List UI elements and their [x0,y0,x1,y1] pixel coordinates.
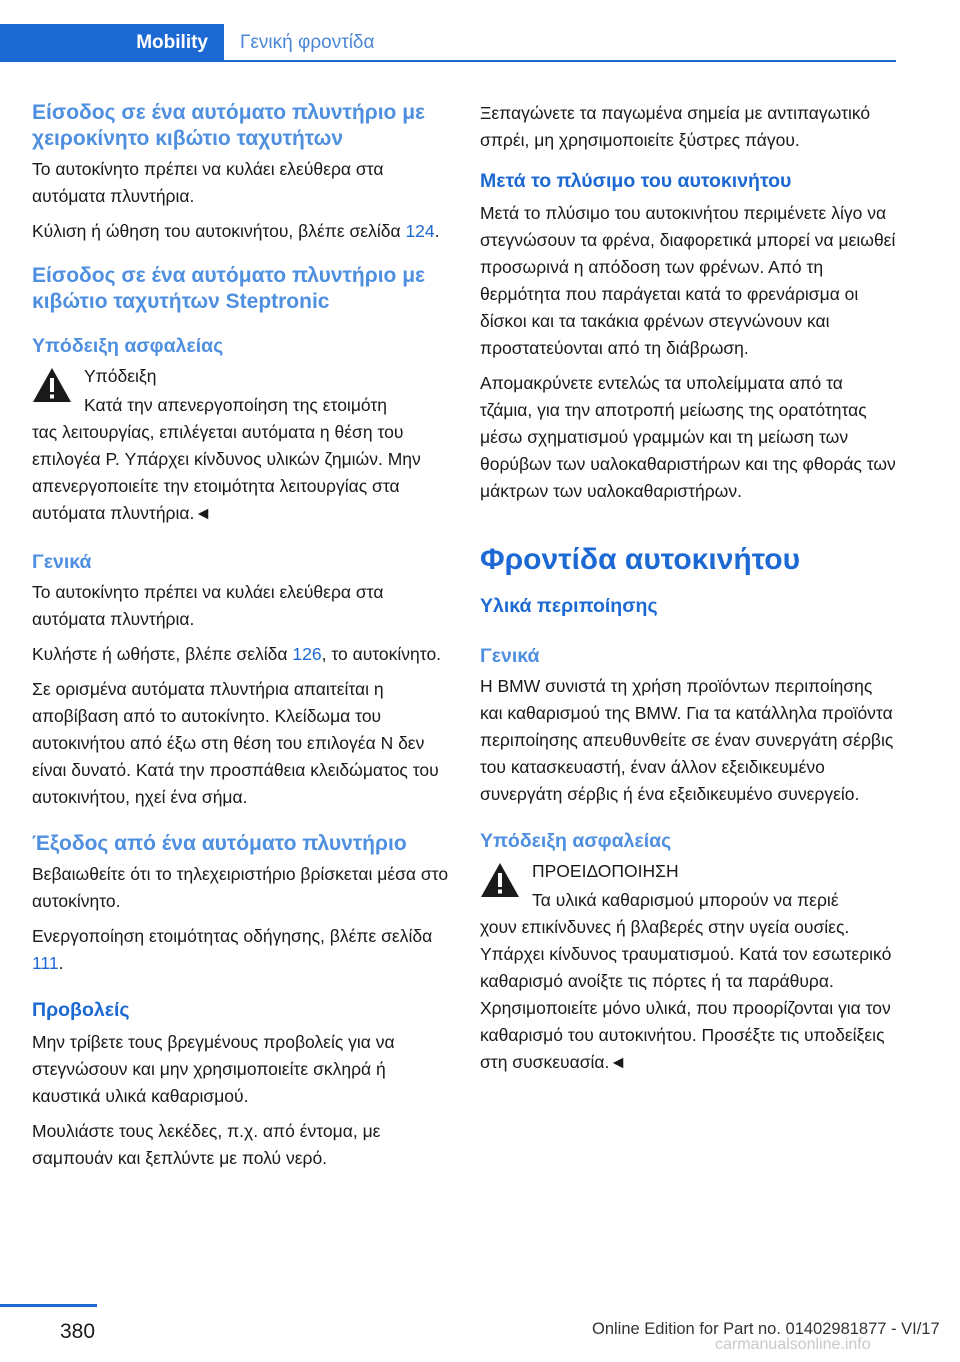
tab-underline [224,60,896,62]
paragraph: Η BMW συνιστά τη χρήση προϊόντων περιποίησης και καθαρισμού της BMW. Για τα κατάλληλα προϊόντα περιποίησης απευθυνθείτε σε έναν συνεργάτη σέρβις του κατασκευαστή, έναν άλλον εξειδικευμένο συνεργάτη σέρβις ή ένα εξειδικευμένο συνεργείο. [480,676,894,804]
heading-vehicle-care: Φροντίδα αυτοκινήτου [480,543,801,576]
edition-label: Online Edition for Part no. 01402981877 - VI/17 [592,1320,940,1338]
text: Κύλιση ή ώθηση του αυτοκινήτου, βλέπε σελίδα [32,221,406,241]
warning-title: ΠΡΟΕΙΔΟΠΟΙΗΣΗ [532,861,679,881]
heading-after-washing: Μετά το πλύσιμο του αυτοκινήτου [480,170,792,192]
heading-care-products: Υλικά περιποίησης [480,595,658,617]
paragraph: Βεβαιωθείτε ότι το τηλεχειριστήριο βρίσκεται μέσα στο αυτοκίνητο. [32,864,449,911]
heading-exit-carwash: Έξοδος από ένα αυτόματο πλυντήριο [32,832,407,855]
heading-manual-carwash: Είσοδος σε ένα αυτόματο πλυντήριο με χειροκίνητο κιβώτιο ταχυτήτων [32,101,426,150]
watermark: carmanualsonline.info [715,1336,871,1353]
page-number: 380 [60,1320,96,1343]
paragraph [32,923,450,977]
paragraph: Το αυτοκίνητο πρέπει να κυλάει ελεύθερα στα αυτόματα πλυντήρια. [32,159,384,206]
page-link-124[interactable]: 124 [405,221,435,241]
paragraph: Σε ορισμένα αυτόματα πλυντήρια απαιτείται η αποβίβαση από το αυτοκίνητο. Κλείδωμα του αυτοκινήτου από έξω στη θέση του επιλογέα N δεν είναι δυνατό. Κατά την προσπάθεια κλειδώματος του αυτοκινήτου, ηχεί ένα σήμα. [32,679,439,807]
paragraph: Μην τρίβετε τους βρεγμένους προβολείς για να στεγνώσουν και μην χρησιμοποιείτε σκληρά ή καυστικά υλικά καθαρισμού. [32,1032,395,1106]
warning-title: Υπόδειξη [84,366,157,386]
warning-text: χουν επικίνδυνες ή βλαβερές στην υγεία ουσίες. Υπάρχει κίνδυνος τραυματισμού. Κατά τον εσωτερικό καθαρισμό ανοίξτε τις πόρτες ή τα παράθυρα. Χρησιμοποιείτε μόνο υλικά, που προορίζονται για τον καθαρισμό του αυτοκινήτου. Προσέξτε τις υποδείξεις στη συσκευασία.◄ [480,917,892,1072]
paragraph: Απομακρύνετε εντελώς τα υπολείμματα από τα τζάμια, για την αποτροπή μείωσης της ορατότητας μέσω σχηματισμού γραμμών και τη μείωση των θορύβων των υαλοκαθαριστήρων και της φθοράς των μάκτρων των υαλοκαθαριστήρων. [480,373,896,501]
heading-headlights: Προβολείς [32,999,130,1021]
tab-general-care[interactable]: Γενική φροντίδα [240,32,375,53]
paragraph: Ξεπαγώνετε τα παγωμένα σημεία με αντιπαγωτικό σπρέι, μη χρησιμοποιείτε ξύστρες πάγου. [480,103,871,150]
heading-general: Γενικά [480,645,540,667]
page-link-126[interactable]: 126 [292,644,322,664]
paragraph [32,218,450,245]
page-link-111[interactable]: 111 [32,953,59,973]
header-tabbar [0,24,960,62]
paragraph: Μουλιάστε τους λεκέδες, π.χ. από έντομα, με σαμπουάν και ξεπλύντε με πολύ νερό. [32,1121,381,1168]
footer-accent-line [0,1304,97,1307]
text: . [58,953,64,973]
text: Κυλήστε ή ωθήστε, βλέπε σελίδα [32,644,293,664]
heading-safety-note: Υπόδειξη ασφαλείας [32,335,224,357]
text: , το αυτοκίνητο. [321,644,442,664]
heading-steptronic-carwash: Είσοδος σε ένα αυτόματο πλυντήριο με κιβώτιο ταχυτήτων Steptronic [32,264,426,313]
tab-mobility[interactable]: Mobility [0,24,224,62]
left-column [32,100,450,1180]
heading-general: Γενικά [32,551,92,573]
paragraph [32,641,450,668]
warning-text: τας λειτουργίας, επιλέγεται αυτόματα η θέση του επιλογέα P. Υπάρχει κίνδυνος υλικών ζημιών. Μην απενεργοποιείτε την ετοιμότητα λειτουργίας στα αυτόματα πλυντήρια.◄ [32,422,421,523]
warning-text-line: Τα υλικά καθαρισμού μπορούν να περιέ [532,890,839,910]
text: . [434,221,440,241]
warning-triangle-icon [32,367,72,403]
heading-safety-note: Υπόδειξη ασφαλείας [480,830,672,852]
warning-block [32,363,450,527]
right-column [480,100,898,1084]
warning-text-line: Κατά την απενεργοποίηση της ετοιμότη [84,395,388,415]
text: Ενεργοποίηση ετοιμότητας οδήγησης, βλέπε σελίδα [32,926,433,946]
warning-triangle-icon [480,862,520,898]
paragraph: Μετά το πλύσιμο του αυτοκινήτου περιμένετε λίγο να στεγνώσουν τα φρένα, διαφορετικά μπορεί να μειωθεί προσωρινά η απόδοση των φρένων. Από τη θερμότητα που παράγεται κατά το φρενάρισμα οι δίσκοι και τα τακάκια φρένων στεγνώνουν και προστατεύονται από τη διάβρωση. [480,203,896,358]
paragraph: Το αυτοκίνητο πρέπει να κυλάει ελεύθερα στα αυτόματα πλυντήρια. [32,582,384,629]
warning-block [480,858,898,1076]
